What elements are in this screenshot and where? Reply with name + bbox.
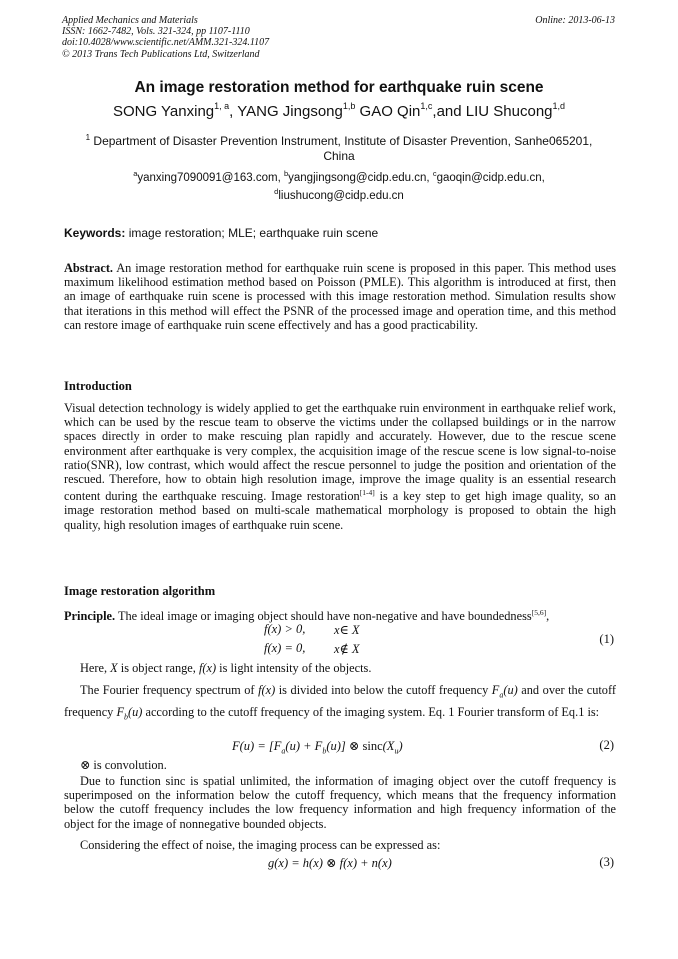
email: gaoqin@cidp.edu.cn — [436, 172, 542, 184]
math-run: (u)] ⊗ — [326, 739, 363, 753]
math-run: F(u) = [F — [232, 739, 282, 753]
range-text — [64, 661, 616, 675]
eq1-line1-lhs: f(x) > 0, — [264, 622, 306, 636]
email: liushucong@cidp.edu.cn — [278, 190, 404, 202]
email-separator: , — [277, 172, 284, 184]
eq2-expression — [232, 738, 403, 756]
paper-title: An image restoration method for earthquake ruin scene — [134, 79, 544, 96]
affiliation — [60, 130, 618, 164]
copyright-line: © 2013 Trans Tech Publications Ltd, Switzerland — [62, 48, 260, 60]
author-affil-mark: 1, a — [214, 101, 230, 111]
math-fn: sinc — [362, 739, 383, 753]
math-var: (u) — [127, 704, 143, 719]
math-sub: b — [123, 712, 128, 722]
fourier-text — [64, 682, 616, 726]
email-mark: a — [133, 169, 138, 178]
doi-line: doi:10.4028/www.scientific.net/AMM.321-324.1107 — [62, 37, 270, 49]
equation-3 — [0, 855, 678, 873]
math-sub: b — [322, 746, 327, 756]
math-run: (X — [382, 739, 395, 753]
email-mark: b — [283, 169, 289, 178]
eq1-line1-rhs: x∈ X — [334, 623, 360, 637]
author-name: LIU Shucong — [465, 103, 553, 120]
email: yangjingsong@cidp.edu.cn — [288, 172, 427, 184]
principle-label: Principle. — [64, 609, 116, 623]
text-run: is divided into below the cutoff frequency — [275, 683, 492, 697]
section-heading-introduction: Introduction — [64, 379, 132, 393]
eq3-expression: g(x) = h(x) ⊗ f(x) + n(x) — [268, 856, 392, 870]
journal-header — [62, 15, 269, 60]
math-var: f(x) — [198, 661, 217, 675]
intro-part-1: Visual detection technology is widely applied to get the earthquake ruin environment in earthquake relief work, which can be used by the rescue team to observe the victims under the collapsed buildings or in the narrow spaces directly in order to make rescuing plan rapidly and accurately. However, due to the rescue scene environment after earthquake is very complex, the acquisition image of the rescue scene is low signal-to-noise ratio(SNR), low contrast, which would affect the rescue personnel to judge the position and orientation of the rescued. Therefore, how to obtain high resolution image, improve the image quality is an essential research content during the earthquake rescuing. Image restoration — [64, 401, 616, 504]
keywords-text: image restoration; MLE; earthquake ruin scene — [125, 226, 379, 240]
equation-2 — [0, 738, 678, 756]
abstract-text: An image restoration method for earthquake ruin scene is proposed in this paper. This method uses maximum likelihood estimation method based on Poisson (PMLE). This algorithm is introduced at first, then an image of earthquake ruin scene is processed with this image restoration method. Simulation results show that iterations in this method will effect the PSNR of the processed image and operation time, and this method can restore image of earthquake ruin scene effectively and has a good practicability. — [64, 261, 616, 332]
math-sub: a — [281, 746, 286, 756]
convolution-note: ⊗ is convolution. — [80, 758, 167, 772]
equation-1 — [0, 622, 678, 658]
eq3-number: (3) — [599, 855, 614, 869]
text-run: Here, — [80, 661, 111, 675]
principle-body: The ideal image or imaging object should have non-negative and have boundedness — [115, 609, 532, 623]
email-mark: d — [274, 187, 279, 196]
abstract-label: Abstract. — [64, 261, 114, 275]
sinc-text: Due to function sinc is spatial unlimited, the information of imaging object over the cutoff frequency is superimposed on the information below the cutoff frequency, which means that the frequency information below the cutoff frequency includes the low frequency information and high frequency information of the object for the image of nonnegative bounded objects. — [64, 774, 616, 831]
text-run: The Fourier frequency spectrum of — [80, 683, 259, 697]
keywords — [64, 226, 616, 240]
author-name: GAO Qin — [359, 103, 421, 120]
email-mark: c — [432, 169, 437, 178]
author-name: YANG Jingsong — [237, 103, 343, 120]
math-var: F — [116, 704, 124, 719]
journal-name: Applied Mechanics and Materials — [62, 15, 198, 26]
math-run: (u) + F — [285, 739, 323, 753]
online-date: Online: 2013-06-13 — [535, 15, 615, 26]
author-affil-mark: 1,d — [552, 101, 566, 111]
principle-text — [64, 606, 616, 623]
math-var: (u) — [503, 683, 518, 697]
math-sub: a — [499, 690, 504, 700]
math-var: X — [110, 661, 118, 675]
keywords-label: Keywords: — [64, 226, 126, 240]
eq1-line2-lhs: f(x) = 0, — [264, 641, 306, 655]
affil-line-2: China — [323, 149, 355, 163]
citation: [1-4] — [359, 488, 375, 498]
principle-end: , — [546, 609, 550, 623]
section-heading-algorithm: Image restoration algorithm — [64, 584, 216, 598]
text-run: is object range, — [117, 661, 199, 675]
email: yanxing7090091@163.com — [137, 172, 278, 184]
eq1-line2-rhs: x∉ X — [334, 642, 360, 656]
intro-part-2: is a key step to get high image quality, so an image restoration method based on multi-scale mathematical morphology is proposed to obtain the high quality, high resolution images of earthquake ruin scene. — [64, 489, 616, 532]
eq2-number: (2) — [599, 738, 614, 752]
math-sub: u — [394, 746, 399, 756]
citation: [5,6] — [531, 608, 547, 617]
issn-line: ISSN: 1662-7482, Vols. 321-324, pp 1107-1110 — [62, 26, 250, 38]
math-var: f(x) — [258, 683, 276, 697]
noise-text: Considering the effect of noise, the imaging process can be expressed as: — [80, 838, 441, 852]
author-separator: , — [229, 103, 238, 120]
author-affil-mark: 1,b — [342, 101, 356, 111]
text-run: according to the cutoff frequency of the imaging system. Eq. 1 Fourier transform of Eq.1 is: — [142, 704, 600, 719]
email-separator: , — [541, 172, 545, 184]
math-var: F — [491, 683, 500, 697]
abstract — [64, 261, 616, 332]
affil-mark: 1 — [85, 133, 91, 142]
text-run: is light intensity of the objects. — [216, 661, 372, 675]
email-separator: , — [426, 172, 433, 184]
eq1-number: (1) — [599, 632, 614, 646]
email-list — [80, 167, 598, 203]
author-separator: ,and — [432, 103, 466, 120]
text-run: and over the cutoff frequency — [64, 683, 616, 719]
math-run: ) — [398, 739, 403, 753]
introduction-text — [64, 401, 616, 532]
affil-line-1: Department of Disaster Prevention Instrument, Institute of Disaster Prevention, Sanhe065201, — [93, 134, 593, 148]
author-name: SONG Yanxing — [112, 103, 215, 120]
author-affil-mark: 1,c — [420, 101, 433, 111]
author-list — [0, 101, 678, 120]
